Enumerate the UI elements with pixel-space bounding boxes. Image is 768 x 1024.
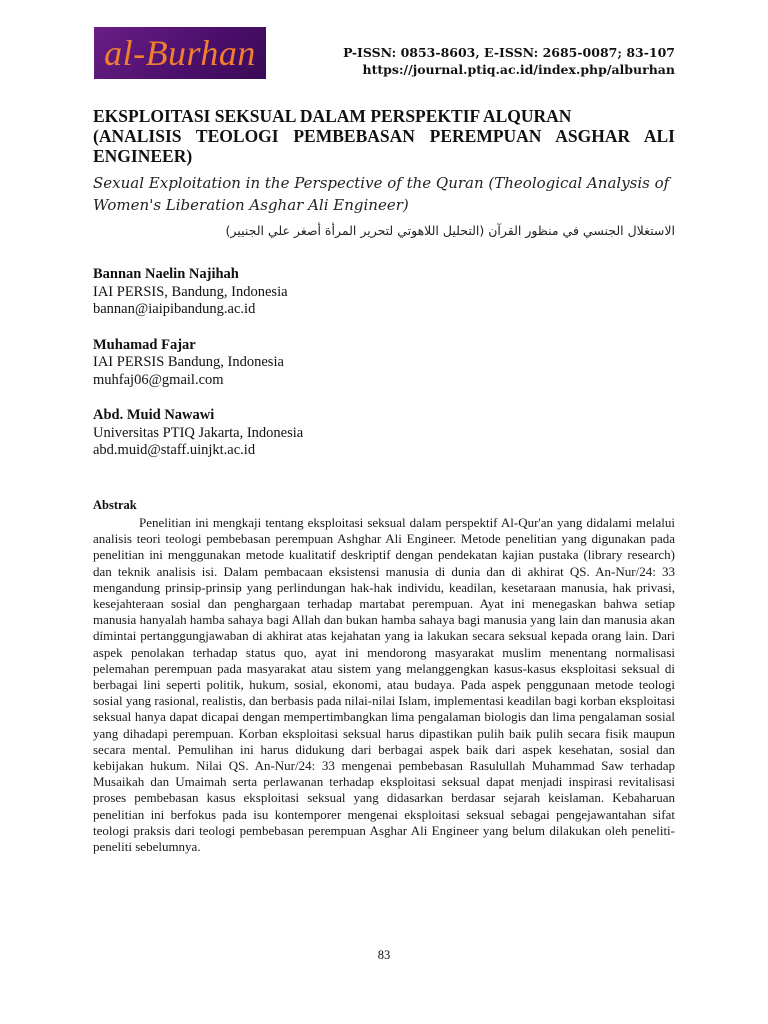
abstract-heading: Abstrak xyxy=(93,498,137,512)
article-title xyxy=(93,106,675,166)
journal-url[interactable]: https://journal.ptiq.ac.id/index.php/alburhan xyxy=(362,62,675,77)
author-block xyxy=(93,266,675,319)
author-email[interactable]: muhfaj06@gmail.com xyxy=(93,371,224,388)
author-email[interactable]: abd.muid@staff.uinjkt.ac.id xyxy=(93,442,256,458)
author-affiliation: Universitas PTIQ Jakarta, Indonesia xyxy=(93,424,304,441)
abstract-body: Penelitian ini mengkaji tentang eksploitasi seksual dalam perspektif Al-Qur'an yang didalami melalui analisis teori teologi pembebasan perempuan Ashghar Ali Engineer. Metode penelitian yang digunakan pada penelitian ini menggunakan metode kualitatif deskriptif dengan pendekatan kajian pustaka (library research) dan teknik analisis isi. Dalam pembacaan eksistensi manusia di dunia dan di akhirat QS. An-Nur/24: 33 mengandung prinsip-prinsip yang perlindungan hak-hak individu, keadilan, kesetaraan manusia, hak privasi, kesejahteraan sosial dan penghargaan terhadap martabat perempuan. Ayat ini menegaskan bahwa setiap manusia hanyalah hamba sahaya bagi Allah dan bukan hamba sahaya bagi manusia yang lain dan manusia akan dimintai pertanggungjawaban di akhirat atas kejahatan yang ia lakukan secara seksual kepada orang lain. Dari aspek penolakan terhadap status quo, ayat ini mendorong masyarakat muslim menentang normalisasi pelemahan perempuan pada masyarakat atau sistem yang melanggengkan kasus-kasus eksploitasi seksual di berbagai lini seperti politik, hukum, sosial, ekonomi, atau budaya. Pada aspek penggunaan metode teologi sosial yang rasional, realistis, dan berbasis pada nilai-nilai Islam, implementasi keadilan bagi korban eksploitasi seksual hanya dapat dicapai dengan mempertimbangkan lima pengalaman biologis dan lima pengalaman sosial yang dihadapi perempuan. Korban eksploitasi seksual harus dipastikan pulih baik pulih secara fisik maupun secara mental. Pemulihan ini harus didukung dari berbagai aspek baik dari aspek kesehatan, sosial dan kebijakan hukum. Nilai QS. An-Nur/24: 33 mengenai pembebasan Rasulullah Muhammad Saw terhadap Musaikah dan Umaimah serta perlawanan terhadap eksploitasi seksual dapat menjadi inspirasi revitalisasi proses pembebasan kasus eksploitasi seksual yang didasarkan berdasar sejarah keislaman. Kebaharuan penelitian ini berfokus pada isu kontemporer mengenai eksploitasi seksual sebagai pengejawantahan sifat teologi praksis dari teologi pembebasan perempuan Asghar Ali Engineer yang belum dilakukan oleh peneliti-peneliti sebelumnya. xyxy=(93,515,675,855)
title-line-1: EKSPLOITASI SEKSUAL DALAM PERSPEKTIF ALQURAN xyxy=(93,106,572,126)
title-line-2: (ANALISIS TEOLOGI PEMBEBASAN PEREMPUAN ASGHAR ALI xyxy=(93,126,675,146)
journal-info xyxy=(343,44,675,78)
journal-logo xyxy=(94,27,266,79)
logo-text: al-Burhan xyxy=(104,33,256,73)
issn-line: P-ISSN: 0853-8603, E-ISSN: 2685-0087; 83-107 xyxy=(343,45,675,60)
author-affiliation: IAI PERSIS, Bandung, Indonesia xyxy=(93,283,288,300)
author-affiliation: IAI PERSIS Bandung, Indonesia xyxy=(93,354,284,370)
title-line-3: ENGINEER) xyxy=(93,146,193,166)
author-name: Muhamad Fajar xyxy=(93,336,196,353)
author-list xyxy=(93,266,675,460)
author-email[interactable]: bannan@iaipibandung.ac.id xyxy=(93,301,256,317)
author-block xyxy=(93,337,675,390)
author-block xyxy=(93,407,675,460)
author-name: Bannan Naelin Najihah xyxy=(93,266,239,282)
author-name: Abd. Muid Nawawi xyxy=(93,407,215,423)
arabic-title: الاستغلال الجنسي في منظور القرآن (التحليل اللاهوتي لتحرير المرأة أصغر علي الجنيير) xyxy=(225,223,675,238)
page-number: 83 xyxy=(377,948,391,962)
abstract-section xyxy=(93,498,675,855)
english-title: Sexual Exploitation in the Perspective of the Quran (Theological Analysis of Women's Liberation Asghar Ali Engineer) xyxy=(93,174,670,214)
article-header xyxy=(93,106,675,478)
